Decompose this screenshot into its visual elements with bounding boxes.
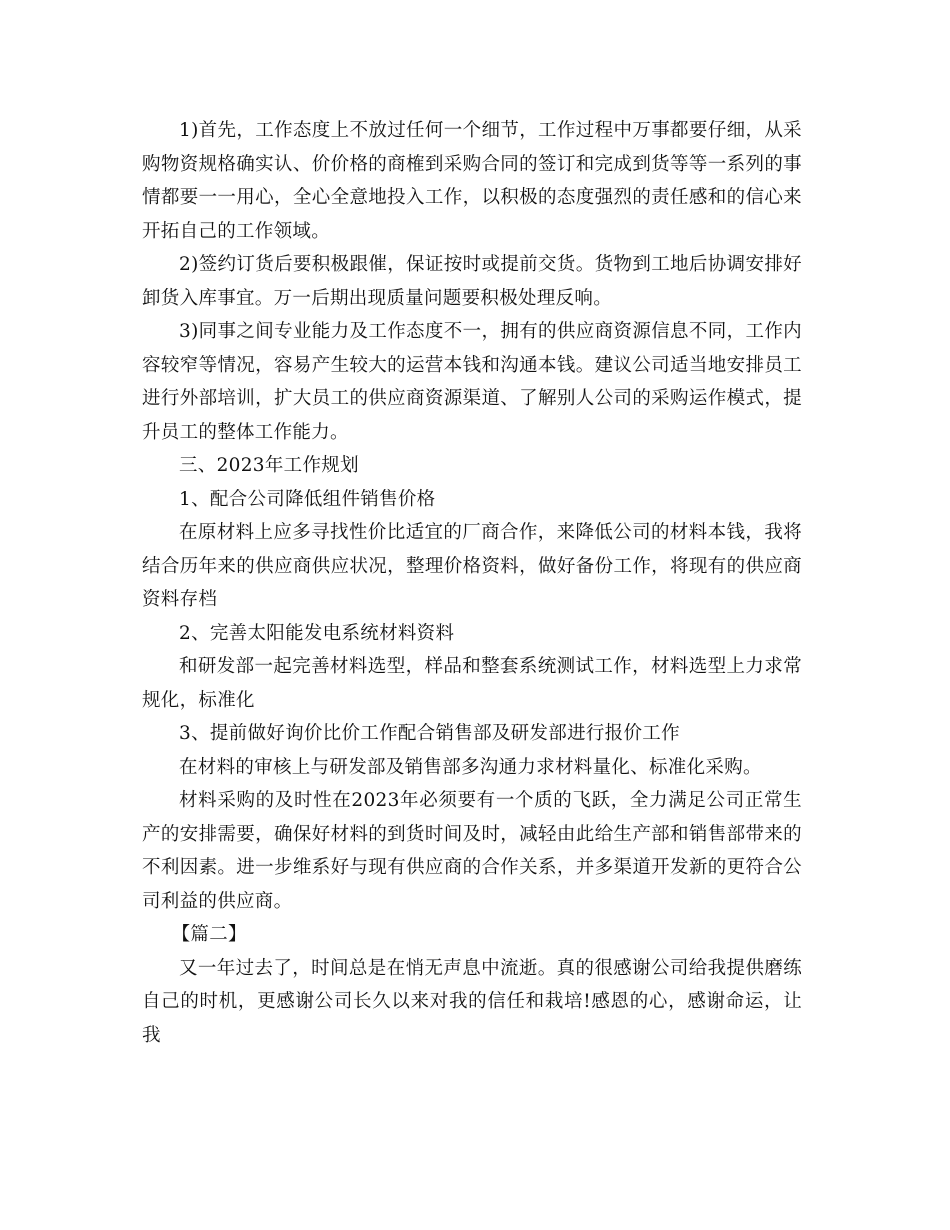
paragraph-attitude: 1)首先，工作态度上不放过任何一个细节，工作过程中万事都要仔细，从采购物资规格确实认、价价格的商榷到采购合同的签订和完成到货等等一系列的事情都要一一用心，全心全意地投入工作，以积极的态度强烈的责任感和的信心来开拓自己的工作领域。 bbox=[142, 120, 802, 242]
section-marker-part-two: 【篇二】 bbox=[171, 924, 247, 945]
document-body bbox=[142, 114, 802, 1052]
paragraph-procurement-timeliness: 材料采购的及时性在2023年必须要有一个质的飞跃，全力满足公司正常生产的安排需要，确保好材料的到货时间及时，减轻由此给生产部和销售部带来的不利因素。进一步维系好与现有供应商的合作关系，并多渠道开发新的更符合公司利益的供应商。 bbox=[142, 790, 802, 912]
paragraph-order-followup: 2)签约订货后要积极跟催，保证按时或提前交货。货物到工地后协调安排好卸货入库事宜。万一后期出现质量问题要积极处理反响。 bbox=[142, 254, 802, 309]
plan-item-3-title: 3、提前做好询价比价工作配合销售部及研发部进行报价工作 bbox=[179, 723, 680, 744]
plan-item-1-title: 1、配合公司降低组件销售价格 bbox=[179, 488, 436, 510]
plan-item-3-body: 在材料的审核上与研发部及销售部多沟通力求材料量化、标准化采购。 bbox=[179, 756, 762, 778]
section-heading-work-plan: 三、2023年工作规划 bbox=[179, 455, 359, 476]
plan-item-2-body: 和研发部一起完善材料选型，样品和整套系统测试工作，材料选型上力求常规化，标准化 bbox=[142, 656, 802, 711]
paragraph-colleague-training: 3)同事之间专业能力及工作态度不一，拥有的供应商资源信息不同，工作内容较窄等情况，容易产生较大的运营本钱和沟通本钱。建议公司适当地安排员工进行外部培训，扩大员工的供应商资源渠道、了解别人公司的采购运作模式，提升员工的整体工作能力。 bbox=[142, 321, 802, 443]
plan-item-1-body: 在原材料上应多寻找性价比适宜的厂商合作，来降低公司的材料本钱，我将结合历年来的供应商供应状况，整理价格资料，做好备份工作，将现有的供应商资料存档 bbox=[142, 522, 802, 610]
paragraph-part-two-intro: 又一年过去了，时间总是在悄无声息中流逝。真的很感谢公司给我提供磨练自己的时机，更感谢公司长久以来对我的信任和栽培!感恩的心，感谢命运，让我 bbox=[142, 957, 802, 1046]
plan-item-2-title: 2、完善太阳能发电系统材料资料 bbox=[179, 622, 455, 644]
